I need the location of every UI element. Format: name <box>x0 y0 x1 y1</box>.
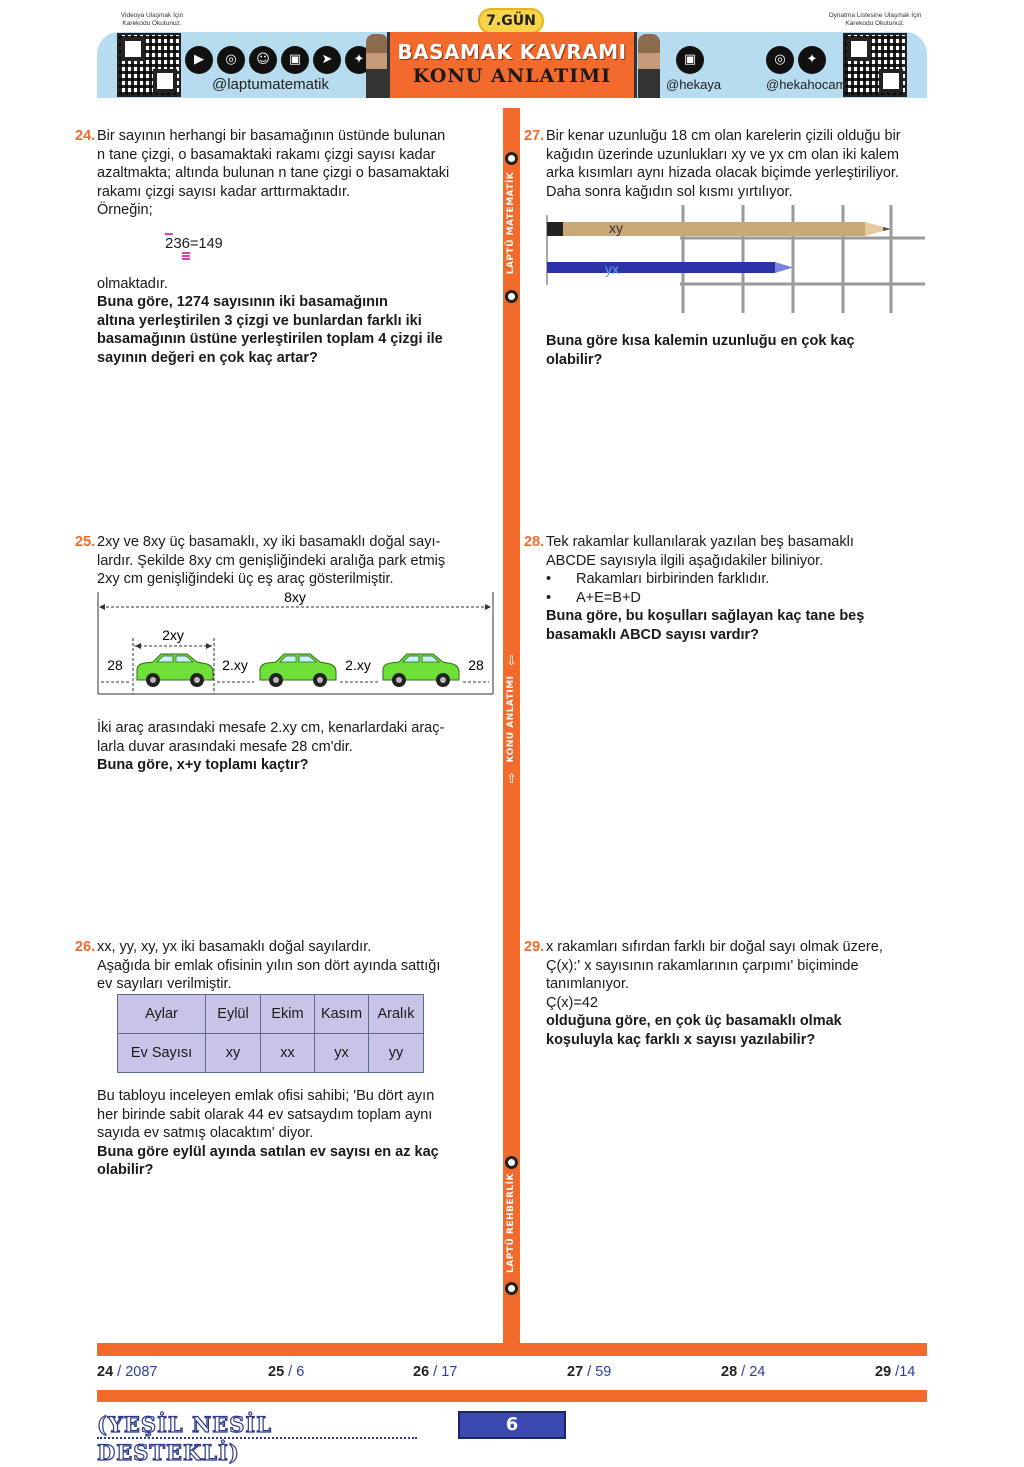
text-line: Bir kenar uzunluğu 18 cm olan karelerin çizili olduğu bir <box>546 128 901 144</box>
divider-label-middle: KONU ANLATIMI <box>506 675 516 763</box>
table-cell: Aralık <box>369 995 424 1034</box>
table-cell: Kasım <box>315 995 369 1034</box>
divider-label-bottom: LAPTÜ REHBERLİK <box>506 1173 516 1273</box>
question-number: 26. <box>75 939 96 955</box>
text-line: Tek rakamlar kullanılarak yazılan beş basamaklı <box>546 534 854 550</box>
twitter-icon[interactable]: ✦ <box>345 46 373 74</box>
arrow-heads <box>99 604 491 649</box>
example-digits <box>165 235 190 254</box>
footer-bar-top <box>97 1343 927 1356</box>
parking-figure <box>97 590 497 700</box>
youtube-icon[interactable]: ▶ <box>185 46 213 74</box>
divider-dot <box>505 1282 518 1295</box>
left-handle[interactable]: @laptumatematik <box>212 76 329 93</box>
long-pencil-label: xy <box>609 220 623 236</box>
twitch-icon[interactable]: ▣ <box>281 46 309 74</box>
text-line: Ç(x):' x sayısının rakamlarının çarpımı' biçiminde <box>546 957 859 974</box>
table-cell: Ev Sayısı <box>118 1034 206 1073</box>
list-item: • Rakamları birbirinden farklıdır. <box>546 570 926 589</box>
question-number: 27. <box>524 128 545 144</box>
question-text: koşuluyla kaç farklı x sayısı yazılabilir? <box>546 1031 816 1048</box>
left-edge-label: 28 <box>107 657 123 673</box>
discord-icon[interactable]: ☺ <box>249 46 277 74</box>
title-box <box>387 32 637 98</box>
question-number: 25. <box>75 534 96 550</box>
question-number: 24. <box>75 128 96 144</box>
example-expression <box>165 235 495 254</box>
text-line: lardır. Şekilde 8xy cm genişliğindeki aralığa park etmiş <box>97 552 446 569</box>
car-width-label: 2xy <box>162 627 184 643</box>
answer-24: 24 / 2087 <box>97 1364 158 1380</box>
answer-25: 25 / 6 <box>268 1364 305 1380</box>
long-pencil <box>547 222 891 236</box>
table-cell: Eylül <box>206 995 261 1034</box>
under-mark <box>182 252 190 254</box>
left-social-icons <box>185 46 373 74</box>
text-line: tanımlanıyor. <box>546 976 630 993</box>
gap-label-2: 2.xy <box>345 657 371 673</box>
twitch-handle[interactable]: @hekaya <box>666 77 722 92</box>
question-text: basamağının üstüne yerleştirilen toplam 4 çizgi ile <box>97 331 443 348</box>
divider-dot <box>505 1156 518 1169</box>
text-line: x rakamları sıfırdan farklı bir doğal sayı olmak üzere, <box>546 939 883 955</box>
text-line: larla duvar arasındaki mesafe 28 cm'dir. <box>97 738 353 755</box>
text-line: ABCDE sayısıyla ilgili aşağıdakiler biliniyor. <box>546 552 824 569</box>
presenter-avatar-left <box>366 34 388 98</box>
question-25-prompt <box>75 719 495 775</box>
footer-bar-bottom <box>97 1390 927 1402</box>
text-line: İki araç arasındaki mesafe 2.xy cm, kenarlardaki araç- <box>97 720 445 736</box>
table-cell: Aylar <box>118 995 206 1034</box>
right-edge-label: 28 <box>468 657 484 673</box>
question-27-prompt <box>524 332 926 369</box>
table-header-row <box>118 995 424 1034</box>
text-line: her birinde sabit olarak 44 ev satsaydım toplam aynı <box>97 1106 433 1123</box>
question-26-prompt <box>75 1087 495 1180</box>
arrow-down-icon: ⇩ <box>506 654 517 669</box>
short-pencil-label: yx <box>605 261 619 277</box>
text-line: Aşağıda bir emlak ofisinin yılın son dört ayında sattığı <box>97 957 441 974</box>
right-qr-code[interactable] <box>843 33 907 97</box>
sales-table <box>117 994 424 1073</box>
under-mark <box>182 258 190 260</box>
question-text: Buna göre kısa kalemin uzunluğu en çok kaç <box>546 333 855 349</box>
twitch-icon[interactable]: ▣ <box>676 46 704 74</box>
over-mark <box>165 233 173 235</box>
arrow-up-icon: ⇧ <box>506 772 517 787</box>
text-line: Bu tabloyu inceleyen emlak ofisi sahibi; 'Bu dört ayın <box>97 1088 435 1104</box>
paper-grid <box>547 205 925 313</box>
text-line: 2xy cm genişliğindeki üç eş araç gösterilmiştir. <box>97 571 394 588</box>
page-title: BASAMAK KAVRAMI <box>397 40 627 64</box>
left-qr-code[interactable] <box>117 33 181 97</box>
gap-label-1: 2.xy <box>222 657 248 673</box>
twitch-icons <box>676 46 704 74</box>
divider-dot <box>505 152 518 165</box>
example-number: 236 <box>165 234 191 252</box>
instagram-icon[interactable]: ◎ <box>217 46 245 74</box>
text-line: Bir sayının herhangi bir basamağının üstünde bulunan <box>97 128 446 144</box>
short-pencil <box>547 262 793 273</box>
text-line: n tane çizgi, o basamaktaki rakamı çizgi sayısı kadar <box>97 146 436 163</box>
text-line: arka kısımları aynı hizada olacak biçimde yerleştiriliyor. <box>546 165 899 182</box>
right-handle[interactable]: @hekahocam <box>766 77 847 92</box>
table-cell: yx <box>315 1034 369 1073</box>
car-3 <box>383 654 459 687</box>
instagram-icon[interactable]: ◎ <box>766 46 794 74</box>
question-text: Buna göre eylül ayında satılan ev sayısı en az kaç <box>97 1143 439 1160</box>
table-row <box>118 1034 424 1073</box>
under-mark <box>182 255 190 257</box>
text-line: Örneğin; <box>97 202 153 219</box>
divider-label-top: LAPTÜ MATEMATİK <box>506 171 516 275</box>
right-qr-note: Oynatma Listesine Ulaşmak İçin Karekodu Okutunuz. <box>828 12 922 27</box>
question-25 <box>75 533 495 589</box>
answer-26: 26 / 17 <box>413 1364 458 1380</box>
condition-list <box>546 570 926 607</box>
answer-key <box>97 1364 927 1384</box>
day-badge: 7.GÜN <box>478 8 544 34</box>
answer-28: 28 / 24 <box>721 1364 766 1380</box>
text-line: 2xy ve 8xy üç basamaklı, xy iki basamaklı doğal sayı- <box>97 534 441 550</box>
answer-29: 29 /14 <box>875 1364 916 1380</box>
car-2 <box>260 654 336 687</box>
question-27 <box>524 127 926 201</box>
question-text: Buna göre, x+y toplamı kaçtır? <box>97 757 309 774</box>
twitter-icon[interactable]: ✦ <box>798 46 826 74</box>
text-line: Daha sonra kağıdın sol kısmı yırtılıyor. <box>546 183 793 200</box>
question-text: Buna göre, bu koşulları sağlayan kaç tane beş <box>546 608 865 625</box>
question-24 <box>75 127 495 368</box>
page-subtitle: KONU ANLATIMI <box>412 65 612 87</box>
text-line: azaltmakta; altında bulunan n tane çizgi o basamaktaki <box>97 165 450 182</box>
question-28 <box>524 533 926 645</box>
question-text: Buna göre, 1274 sayısının iki basamağının <box>97 294 388 311</box>
presenter-avatar-right <box>638 34 660 98</box>
question-text: olabilir? <box>546 351 603 368</box>
question-text: basamaklı ABCD sayısı vardır? <box>546 626 760 643</box>
total-width-label: 8xy <box>284 589 306 605</box>
right-social-icons <box>766 46 826 74</box>
text-line: ev sayıları verilmiştir. <box>97 976 232 993</box>
question-text: altına yerleştirilen 3 çizgi ve bunlardan farklı iki <box>97 312 422 329</box>
left-qr-note: Videoya Ulaşmak İçin Karekodu Okutunuz. <box>120 12 184 27</box>
pencil-grid-figure <box>545 205 925 315</box>
question-text: olabilir? <box>97 1162 154 1179</box>
text-line: kağıdın üzerinde uzunlukları xy ve yx cm olan iki kalem <box>546 146 899 163</box>
question-number: 29. <box>524 939 545 955</box>
telegram-icon[interactable]: ➤ <box>313 46 341 74</box>
table-cell: yy <box>369 1034 424 1073</box>
list-item: • A+E=B+D <box>546 589 926 608</box>
divider-dot <box>505 290 518 303</box>
text-line: olmaktadır. <box>97 275 168 292</box>
question-number: 28. <box>524 534 545 550</box>
question-29 <box>524 938 926 1050</box>
text-line: sayıda ev satmış olacaktım' diyor. <box>97 1125 314 1142</box>
table-cell: xx <box>261 1034 315 1073</box>
car-1 <box>137 654 213 687</box>
brand-label: (YEŞİL NESİL DESTEKLİ) <box>97 1411 417 1439</box>
table-cell: Ekim <box>261 995 315 1034</box>
text-line: Ç(x)=42 <box>546 994 598 1011</box>
text-line: xx, yy, xy, yx iki basamaklı doğal sayılardır. <box>97 939 372 955</box>
answer-27: 27 / 59 <box>567 1364 612 1380</box>
question-text: olduğuna göre, en çok üç basamaklı olmak <box>546 1013 842 1030</box>
question-text: sayının değeri en çok kaç artar? <box>97 349 318 366</box>
page-number: 6 <box>458 1411 566 1439</box>
question-26 <box>75 938 495 994</box>
table-cell: xy <box>206 1034 261 1073</box>
text-line: rakamı çizgi sayısı kadar arttırmaktadır. <box>97 183 351 200</box>
example-result: =149 <box>190 235 223 252</box>
